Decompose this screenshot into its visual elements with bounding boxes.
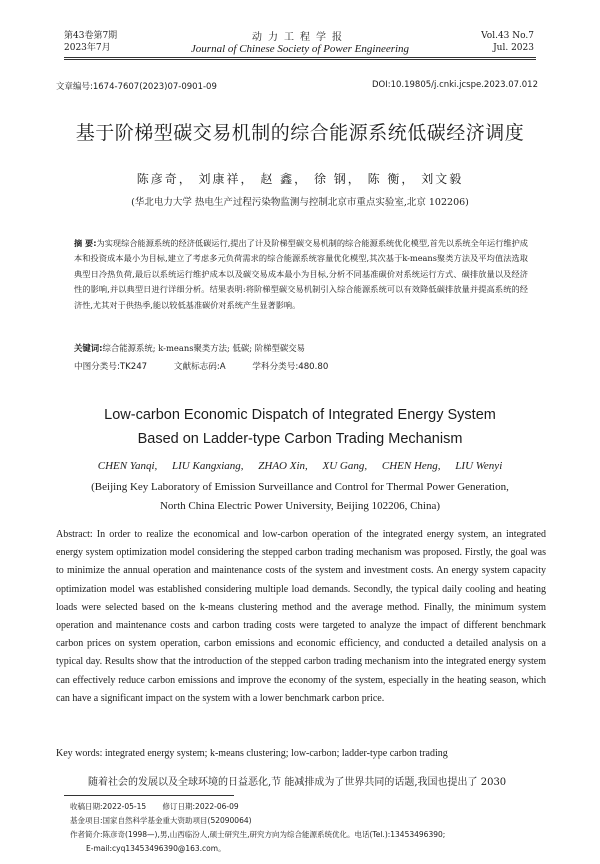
- body-first-line: 随着社会的发展以及全球环境的日益恶化,节 能减排成为了世界共同的话题,我国也提出了 2030: [88, 777, 507, 788]
- footnote-dates: [70, 801, 239, 812]
- author-en: CHEN Heng,: [381, 460, 441, 472]
- authors-en: [0, 460, 600, 472]
- journal-name-en: Journal of Chinese Society of Power Engineering: [190, 43, 410, 55]
- document-code: 文献标志码:A: [173, 362, 226, 372]
- classification: [74, 360, 328, 372]
- volume-cn: 第43卷第7期: [64, 31, 118, 41]
- affiliation-en-line-2: North China Electric Power University, Beijing 102206, China): [159, 500, 441, 512]
- abstract-cn-text: 为实现综合能源系统的经济低碳运行,提出了计及阶梯型碳交易机制的综合能源系统优化模型,首先以系统全年运行维护成本和投资成本最小为目标,建立了考虑多元负荷需求的综合能源系统容量优化模型,其次基于k-means聚类方法及平均值法选取典型日冷热负荷,最后以系统运行维护成本以及碳交易成本最小为目标,分析不同基准碳价对系统运行方式、碳排放量以及经济性的影响,并以典型日进行详细分析。结果表明:将阶梯型碳交易机制引入综合能源系统可以有效降低碳排放量并提高系统的经济性,尤其对于供热季,能以较低基准碳价对系统产生显著影响。: [74, 238, 528, 310]
- author-en: CHEN Yanqi,: [97, 460, 158, 472]
- abstract-en-text: In order to realize the economical and low-carbon operation of the integrated energy system, an integrated energy system optimization model considering the stepped carbon trading mechanism was proposed. Firstly, the goal was to minimize the annual operation and maintenance costs of the system and investment costs. An energy system capacity optimization model was established considering multiple load demands. Secondly, the typical daily cooling and heating loads were selected based on the k-means clustering method and the average method. Finally, the minimum system operation and maintenance costs and carbon trading costs were targeted to analyze the impact of different benchmark carbon prices on system operation, carbon emissions and economic efficiency, and conducted a detailed analysis on a typical day. Results show that the introduction of the stepped carbon trading mechanism into the integrated energy system can effectively reduce carbon emissions and improve the economy of the system, especially in the heating season, which can have a significant impact on the system with a lower benchmark carbon price.: [56, 529, 546, 704]
- footnote-rule: [64, 795, 234, 796]
- author-en: ZHAO Xin,: [258, 460, 308, 472]
- affiliation-en-line-1: (Beijing Key Laboratory of Emission Surveillance and Control for Thermal Power Generation,: [91, 481, 509, 493]
- header-rule-bottom: [64, 59, 536, 60]
- affiliation-en: [0, 478, 600, 516]
- doi: DOI:10.19805/j.cnki.jcspe.2023.07.012: [371, 80, 538, 90]
- header-right: [481, 30, 534, 54]
- keywords-en: [56, 748, 448, 759]
- title-en: [0, 403, 600, 451]
- date-en: Jul. 2023: [493, 43, 534, 53]
- abstract-en: [56, 526, 546, 708]
- received-date: 收稿日期:2022-05-15: [70, 802, 147, 811]
- title-en-line-1: Low-carbon Economic Dispatch of Integrated Energy System: [104, 407, 496, 423]
- article-number: 文章编号:1674-7607(2023)07-0901-09: [56, 82, 217, 92]
- keywords-en-text: integrated energy system; k-means clustering; low-carbon; ladder-type carbon trading: [104, 748, 448, 759]
- title-en-line-2: Based on Ladder-type Carbon Trading Mechanism: [137, 431, 463, 447]
- date-cn: 2023年7月: [64, 43, 111, 53]
- footnote-fund: 基金项目:国家自然科学基金重大资助项目(52090064): [70, 816, 252, 825]
- keywords-cn-label: 关键词:: [74, 343, 103, 353]
- revised-date: 修订日期:2022-06-09: [162, 802, 239, 811]
- title-cn: 基于阶梯型碳交易机制的综合能源系统低碳经济调度: [75, 122, 525, 144]
- journal-name-cn: 动力工程学报: [252, 32, 348, 43]
- author-en: XU Gang,: [322, 460, 368, 472]
- abstract-cn: [74, 236, 528, 313]
- keywords-en-label: Key words:: [56, 748, 103, 759]
- authors-cn: 陈彦奇， 刘康祥， 赵 鑫， 徐 钢， 陈 衡， 刘文毅: [136, 172, 464, 186]
- abstract-cn-label: 摘 要:: [74, 238, 97, 248]
- footnote-email: E-mail:cyq13453496390@163.com。: [86, 844, 226, 853]
- author-en: LIU Wenyi: [455, 460, 503, 472]
- abstract-en-label: Abstract:: [56, 529, 93, 540]
- affiliation-cn: (华北电力大学 热电生产过程污染物监测与控制北京市重点实验室,北京 102206): [131, 197, 469, 208]
- header-rule-top: [64, 57, 536, 58]
- footnote-author: 作者简介:陈彦奇(1998—),男,山西临汾人,硕士研究生,研究方向为综合能源系统优化。电话(Tel.):13453496390;: [70, 830, 446, 839]
- subject-code: 学科分类号:480.80: [252, 362, 329, 372]
- keywords-cn-text: 综合能源系统; k-means聚类方法; 低碳; 阶梯型碳交易: [102, 343, 306, 353]
- volume-en: Vol.43 No.7: [481, 31, 534, 41]
- keywords-cn: [74, 342, 305, 354]
- clc-number: 中图分类号:TK247: [74, 362, 148, 372]
- author-en: LIU Kangxiang,: [172, 460, 244, 472]
